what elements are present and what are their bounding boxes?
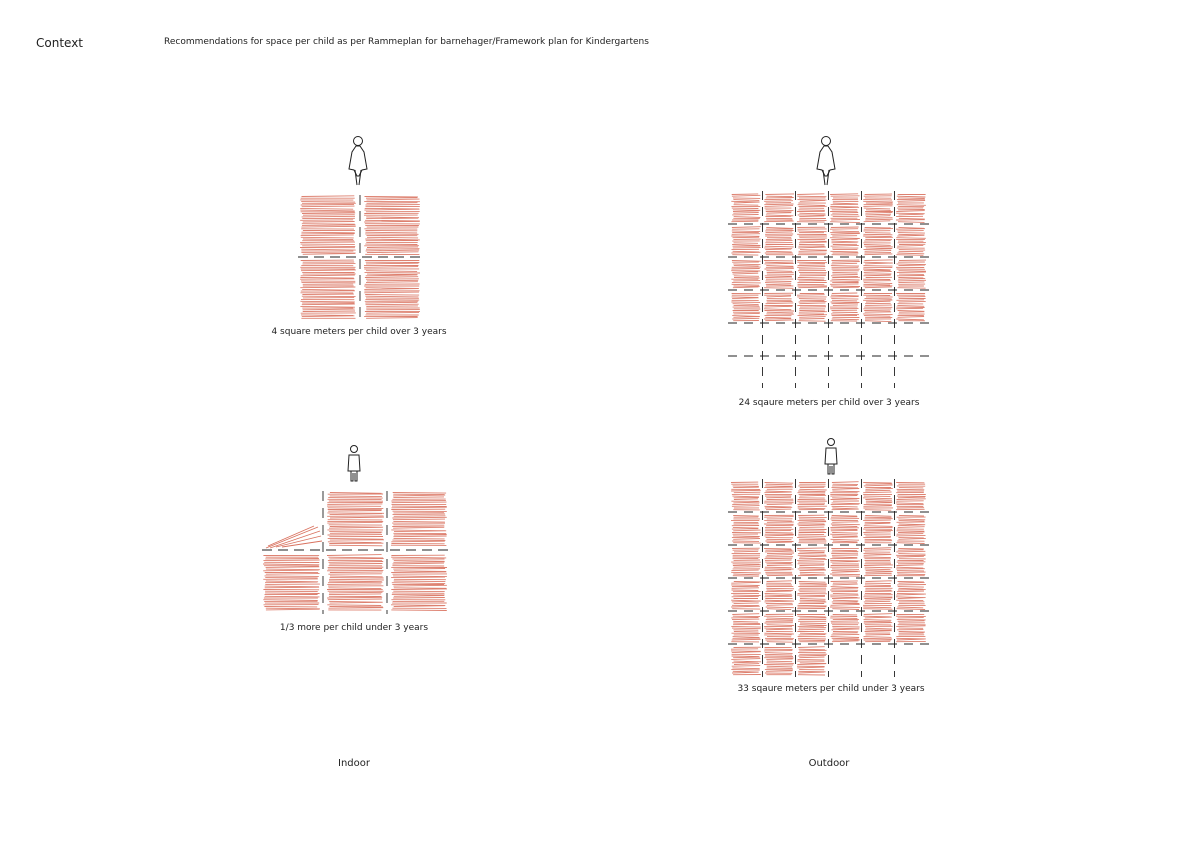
hatched-area <box>327 493 384 546</box>
hatched-area <box>797 647 827 675</box>
hatched-area <box>863 228 893 255</box>
hatched-area <box>863 548 893 576</box>
hatched-area <box>731 227 761 255</box>
hatched-area <box>391 555 447 610</box>
hatched-area <box>896 615 926 642</box>
hatched-area <box>731 482 761 510</box>
hatched-area <box>731 261 761 288</box>
hatched-area <box>830 549 860 577</box>
hatched-area <box>731 194 760 222</box>
hatched-area <box>863 516 893 543</box>
hatched-area <box>830 194 860 223</box>
hatched-area <box>764 261 794 289</box>
hatched-area <box>797 515 827 543</box>
hatched-area <box>830 260 860 288</box>
hatched-area <box>896 549 926 576</box>
hatched-area <box>731 647 761 675</box>
hatched-wedge <box>266 526 322 548</box>
hatched-area <box>797 582 827 609</box>
hatched-area <box>863 294 893 322</box>
hatched-area <box>764 194 794 222</box>
hatched-area <box>896 260 926 288</box>
hatched-area <box>863 260 893 288</box>
hatched-area <box>896 294 926 321</box>
caption-indoor-under3: 1/3 more per child under 3 years <box>279 623 429 633</box>
hatched-area <box>797 194 827 222</box>
hatched-area <box>830 293 859 321</box>
hatched-area <box>731 582 761 610</box>
hatch-layer <box>263 194 926 675</box>
caption-outdoor-under3: 33 sqaure meters per child under 3 years <box>737 684 925 694</box>
hatched-area <box>764 293 794 321</box>
hatched-area <box>830 516 860 543</box>
diagram-subtitle: Recommendations for space per child as per Rammeplan for barnehager/Framework plan for Kindergartens <box>164 37 649 47</box>
hatched-area <box>797 548 827 576</box>
hatched-area <box>300 196 356 255</box>
hatched-area <box>731 548 761 576</box>
toddler-figure-icon <box>348 446 360 482</box>
hatched-area <box>764 228 793 255</box>
hatched-area <box>797 260 827 287</box>
child-figure-icon <box>349 137 367 186</box>
hatched-area <box>731 614 761 642</box>
hatched-area <box>731 294 760 321</box>
section-title: Context <box>36 36 84 50</box>
hatched-area <box>797 483 827 510</box>
hatched-area <box>896 582 926 610</box>
caption-indoor-over3: 4 square meters per child over 3 years <box>271 327 447 337</box>
grid-layer <box>262 191 929 677</box>
hatched-area <box>896 228 926 256</box>
hatched-area <box>764 647 794 674</box>
hatched-area <box>764 515 794 542</box>
column-label-indoor: Indoor <box>338 758 370 769</box>
hatched-area <box>797 615 827 642</box>
hatched-area <box>896 516 926 544</box>
hatched-area <box>830 227 860 255</box>
hatched-area <box>327 555 384 611</box>
hatched-area <box>731 516 761 544</box>
hatched-area <box>263 555 320 610</box>
hatched-area <box>364 261 420 319</box>
hatched-area <box>830 615 860 642</box>
toddler-figure-icon <box>825 439 837 475</box>
hatched-area <box>863 581 893 609</box>
column-label-outdoor: Outdoor <box>808 758 850 769</box>
hatched-area <box>765 581 795 610</box>
hatched-area <box>391 493 447 546</box>
hatched-area <box>830 581 860 610</box>
hatched-area <box>863 614 892 642</box>
child-figure-icon <box>817 137 835 186</box>
hatched-area <box>896 195 926 223</box>
hatched-area <box>364 197 420 255</box>
hatched-area <box>300 260 356 318</box>
hatched-area <box>797 227 827 255</box>
caption-outdoor-over3: 24 sqaure meters per child over 3 years <box>738 398 920 408</box>
hatched-area <box>764 483 793 510</box>
hatched-area <box>764 614 794 642</box>
hatched-area <box>896 483 926 510</box>
hatched-area <box>797 294 827 322</box>
hatched-area <box>830 482 860 510</box>
hatched-area <box>764 549 794 576</box>
hatched-area <box>863 483 893 511</box>
hatched-area <box>863 194 893 222</box>
